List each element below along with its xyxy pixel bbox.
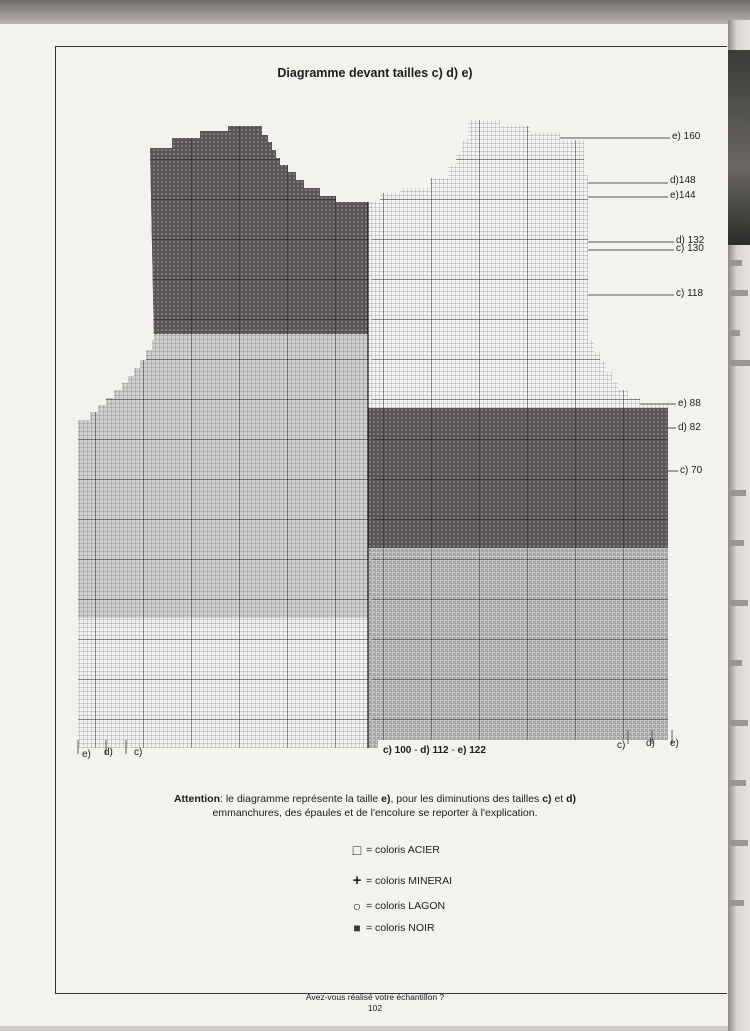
bottom-left-size-c: c) — [134, 747, 143, 758]
separator: - — [451, 745, 455, 756]
bottom-right-size-c: c) — [617, 740, 626, 751]
stitch-counts — [383, 745, 486, 756]
legend-item-noir — [350, 921, 435, 935]
bottom-right-size-e: e) — [670, 738, 679, 749]
bottom-left-size-e: e) — [82, 749, 91, 760]
marker-e-160: e) 160 — [672, 131, 701, 142]
marker-d-148: d)148 — [670, 175, 696, 186]
marker-c-118: c) 118 — [676, 288, 704, 299]
stitch-count-c: c) 100 — [383, 745, 412, 756]
note-text: emmanchures, des épaules et de l'encolure se reporter à l'explication. — [212, 807, 538, 819]
bottom-right-size-d: d) — [646, 738, 655, 749]
marker-c-130: c) 130 — [676, 243, 704, 254]
legend-label: = coloris LAGON — [366, 900, 446, 912]
attention-label: Attention — [173, 793, 221, 805]
left-half-chart — [70, 120, 378, 750]
page-number: 102 — [367, 1003, 383, 1013]
marker-e-88: e) 88 — [678, 398, 701, 409]
marker-e-144: e)144 — [670, 190, 696, 201]
footer-question: Avez-vous réalisé votre échantillon ? — [305, 992, 445, 1002]
stitch-count-d: d) 112 — [420, 745, 449, 756]
marker-d-132: d) 132 — [676, 235, 705, 246]
note-text: : le diagramme représente la taille — [220, 793, 382, 805]
note-size: e) — [381, 793, 391, 805]
filled-square-icon: ■ — [353, 921, 361, 935]
separator: - — [414, 745, 418, 756]
note-text: , pour les diminutions des tailles — [390, 793, 543, 805]
marker-d-82: d) 82 — [678, 422, 701, 433]
note-text: et — [551, 793, 567, 805]
right-half-chart — [368, 110, 682, 750]
square-outline-icon: □ — [352, 842, 362, 858]
legend-item-minerai — [350, 872, 452, 889]
legend-item-acier — [350, 842, 440, 858]
diagram-title: Diagramme devant tailles c) d) e) — [277, 66, 473, 80]
note-size: c) — [542, 793, 552, 805]
attention-note — [150, 792, 600, 820]
circle-outline-icon: ○ — [352, 898, 362, 914]
note-size: d) — [566, 793, 577, 805]
legend-item-lagon — [350, 898, 445, 914]
stitch-count-e: e) 122 — [457, 745, 486, 756]
legend-label: = coloris MINERAI — [366, 874, 453, 887]
plus-icon: + — [352, 872, 362, 889]
legend-label: = coloris NOIR — [366, 922, 435, 934]
legend-label: = coloris ACIER — [366, 844, 440, 856]
marker-c-70: c) 70 — [680, 465, 703, 476]
bottom-left-size-d: d) — [104, 747, 113, 758]
